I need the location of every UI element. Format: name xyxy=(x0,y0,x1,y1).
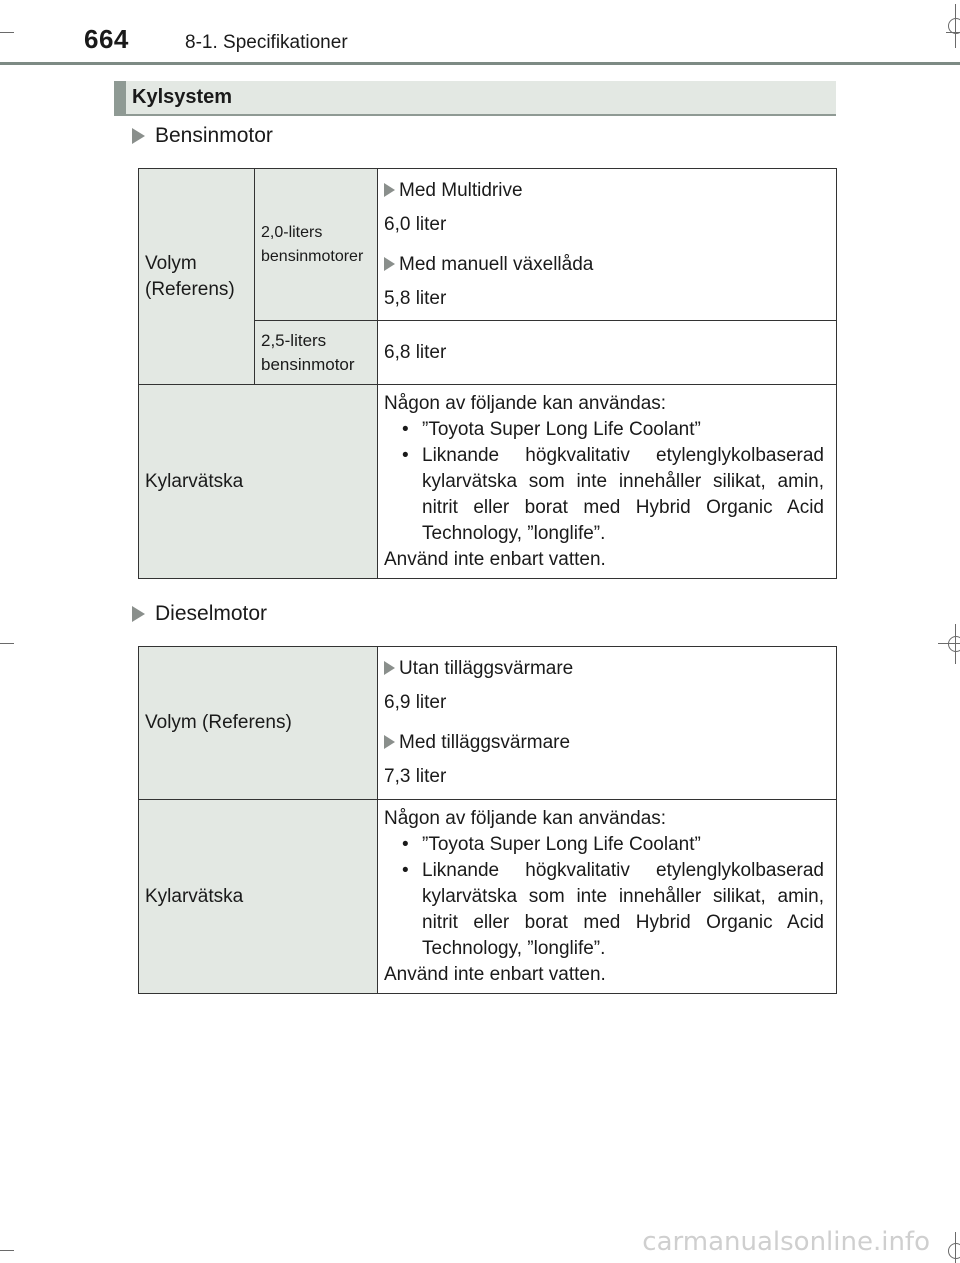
engine-25-label-cell xyxy=(255,321,378,385)
volume-label-cell xyxy=(139,647,378,800)
list-item: • Liknande högkvalitativ etylenglykolbaserad kylarvätska som inte innehåller silikat, amin, nitrit eller borat med Hybrid Organic Acid Technology, ”longlife”. xyxy=(384,858,824,962)
coolant-intro: Någon av följande kan användas: xyxy=(384,392,667,414)
coolant-value-cell xyxy=(378,385,837,579)
engine-25-value-cell xyxy=(378,321,837,385)
triangle-bullet-icon xyxy=(384,661,395,675)
without-heater-label: Utan tilläggsvärmare xyxy=(399,658,574,679)
coolant-list xyxy=(384,832,824,962)
triangle-bullet-icon xyxy=(384,735,395,749)
triangle-bullet-icon xyxy=(132,128,145,144)
multidrive-value: 6,0 liter xyxy=(384,213,447,235)
table-row xyxy=(139,169,837,321)
coolant-intro: Någon av följande kan användas: xyxy=(384,807,667,829)
table-row xyxy=(139,647,837,800)
option-label xyxy=(384,656,824,682)
coolant-label-cell xyxy=(139,800,378,994)
subsection-heading-diesel xyxy=(132,602,267,626)
crop-mark xyxy=(0,32,14,33)
crop-mark xyxy=(938,643,960,644)
section-title: Kylsystem xyxy=(132,86,233,108)
petrol-spec-table xyxy=(138,168,837,579)
crop-mark xyxy=(0,1250,14,1251)
without-heater-value: 6,9 liter xyxy=(384,692,447,713)
with-heater-label: Med tilläggsvärmare xyxy=(399,732,571,753)
list-item: • Liknande högkvalitativ etylenglykolbaserad kylarvätska som inte innehåller silikat, amin, nitrit eller borat med Hybrid Organic Acid Technology, ”longlife”. xyxy=(384,443,824,547)
volume-value-cell xyxy=(378,647,837,800)
triangle-bullet-icon xyxy=(384,183,395,197)
section-title-bar xyxy=(114,81,836,116)
coolant-label: Kylarvätska xyxy=(145,470,244,492)
volume-label: Volym (Referens) xyxy=(145,712,292,733)
engine-25-value: 6,8 liter xyxy=(384,341,447,363)
crop-mark xyxy=(955,4,956,48)
subsection-heading-text: Dieselmotor xyxy=(155,602,268,625)
option-label xyxy=(384,178,824,204)
list-item: • ”Toyota Super Long Life Coolant” xyxy=(384,417,824,443)
chapter-label: 8-1. Specifikationer xyxy=(185,32,348,53)
crop-circle xyxy=(948,1243,960,1259)
option-label xyxy=(384,252,824,278)
subsection-heading-petrol xyxy=(132,124,273,148)
coolant-note: Använd inte enbart vatten. xyxy=(384,963,606,985)
crop-mark xyxy=(0,643,14,644)
coolant-note: Använd inte enbart vatten. xyxy=(384,548,606,570)
table-row xyxy=(139,385,837,579)
with-heater-value: 7,3 liter xyxy=(384,766,447,787)
watermark: carmanualsonline.info xyxy=(642,1227,930,1257)
header-rule xyxy=(0,62,960,65)
crop-circle xyxy=(948,636,960,652)
engine-25-label: 2,5-liters bensinmotor xyxy=(261,330,355,374)
manual-value: 5,8 liter xyxy=(384,287,447,309)
list-item: • ”Toyota Super Long Life Coolant” xyxy=(384,832,824,858)
volume-label: Volym (Referens) xyxy=(145,252,235,300)
triangle-bullet-icon xyxy=(384,257,395,271)
option-label xyxy=(384,730,824,756)
multidrive-label: Med Multidrive xyxy=(399,179,523,201)
coolant-list xyxy=(384,417,824,547)
table-row xyxy=(139,800,837,994)
diesel-spec-table xyxy=(138,646,837,994)
title-accent xyxy=(114,81,126,114)
manual-label: Med manuell växellåda xyxy=(399,253,594,275)
page-number: 664 xyxy=(84,24,129,54)
subsection-heading-text: Bensinmotor xyxy=(155,124,273,147)
crop-mark xyxy=(955,1232,956,1263)
crop-circle xyxy=(948,18,960,34)
triangle-bullet-icon xyxy=(132,606,145,622)
coolant-label-cell xyxy=(139,385,378,579)
crop-mark xyxy=(955,624,956,664)
coolant-label: Kylarvätska xyxy=(145,885,244,907)
volume-label-cell xyxy=(139,169,255,385)
coolant-value-cell xyxy=(378,800,837,994)
engine-20-label: 2,0-liters bensinmotorer xyxy=(261,223,364,265)
engine-20-value-cell xyxy=(378,169,837,321)
engine-20-label-cell xyxy=(255,169,378,321)
